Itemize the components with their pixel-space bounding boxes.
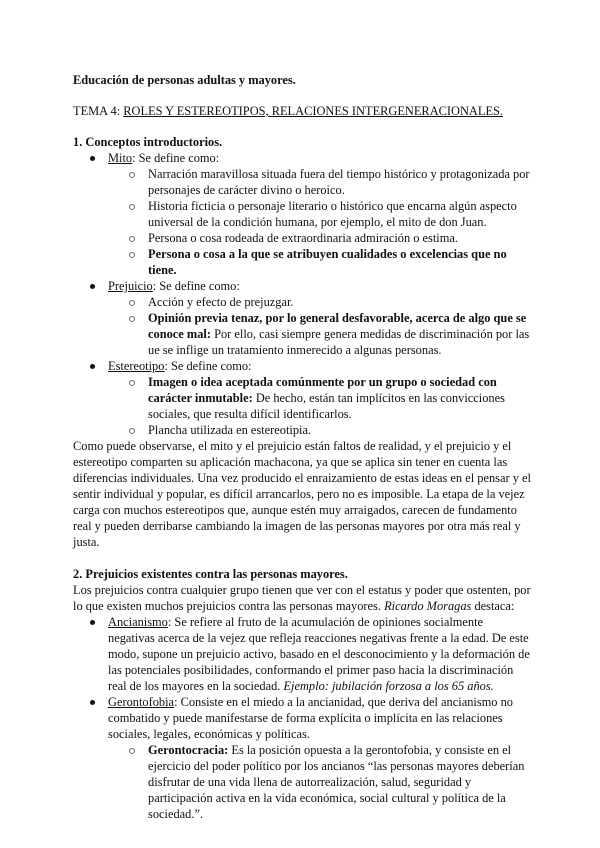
list-item: Plancha utilizada en estereotipia. — [148, 422, 531, 438]
term-intro: : Se define como: — [152, 279, 240, 293]
list-item-gerontofobia — [73, 694, 531, 822]
item-text: Por ello, casi siempre genera medidas de discriminación por las ue se inflige un tratamiento inmerecido a algunas personas. — [148, 327, 530, 357]
list-item-mito — [73, 150, 531, 278]
section-2-heading: 2. Prejuicios existentes contra las personas mayores. — [73, 567, 348, 581]
mito-definitions — [148, 166, 531, 278]
term-intro: : Se define como: — [164, 359, 252, 373]
document-title: Educación de personas adultas y mayores. — [73, 73, 296, 87]
list-item-prejuicio — [73, 278, 531, 358]
list-item-ancianismo — [73, 614, 531, 694]
list-item: Historia ficticia o personaje literario o histórico que encarna algún aspecto universal de la condición humana, por ejemplo, el mito de don Juan. — [148, 198, 531, 230]
list-item — [148, 374, 531, 422]
prejuicio-definitions — [148, 294, 531, 358]
topic-heading — [73, 103, 531, 119]
section-1-paragraph: Como puede observarse, el mito y el prejuicio están faltos de realidad, y el prejuicio y el estereotipo comparten su aplicación machacona, ya que se aplica sin tener en cuenta las diferencias individuales. Una vez producido el enraizamiento de estas ideas en el pensar y el sentir individual y popular, es difícil arrancarlos, pero no es imposible. La etapa de la vejez carga con muchos estereotipos que, aunque estén muy arraigados, carecen de fundamento real y pueden derribarse cambiando la imagen de las personas mayores por otra más real y justa. — [73, 439, 531, 549]
item-text: De hecho, están tan implícitos en las convicciones sociales, que resulta difícil identificarlos. — [148, 391, 505, 421]
term-ancianismo: Ancianismo — [108, 615, 168, 629]
bold-text: Imagen o idea aceptada comúnmente por un grupo o sociedad con carácter inmutable: — [148, 375, 497, 405]
bold-text: Persona o cosa a la que se atribuyen cualidades o excelencias que no tiene. — [148, 247, 507, 277]
section-1-heading: 1. Conceptos introductorios. — [73, 135, 223, 149]
concepts-list — [73, 150, 531, 438]
list-item — [148, 310, 531, 358]
document-page — [73, 72, 531, 822]
list-item-estereotipo — [73, 358, 531, 438]
term-mito: Mito — [108, 151, 133, 165]
intro-text: Los prejuicios contra cualquier grupo tienen que ver con el estatus y poder que ostenten, por lo que existen muchos prejuicios contra las personas mayores. — [73, 583, 531, 613]
list-item — [148, 742, 531, 822]
topic-prefix: TEMA 4: — [73, 104, 124, 118]
gerontofobia-subitems — [148, 742, 531, 822]
list-item: Acción y efecto de prejuzgar. — [148, 294, 531, 310]
section-2-intro — [73, 582, 531, 614]
item-text: Es la posición opuesta a la gerontofobia, y consiste en el ejercicio del poder político por los ancianos “las personas mayores deberían disfrutar de una vida llena de autorrealización, salud, seguridad y participación activa en la vida económica, social cultural y política de la sociedad.”. — [148, 743, 525, 821]
item-text: : Se refiere al fruto de la acumulación de opiniones socialmente negativas acerca de la vejez que refleja reacciones negativas frente a la edad. De este modo, supone un prejuicio activo, basado en el desconocimiento y la deformación de las potenciales posibilidades, conformando el primer paso hacia la discriminación real de los mayores en la sociedad. — [108, 615, 530, 693]
item-text: : Consiste en el miedo a la ancianidad, que deriva del ancianismo no combatido y puede manifestarse de forma explícita o implícita en las relaciones sociales, legales, económicas y políticas. — [108, 695, 513, 741]
list-item — [148, 246, 531, 278]
example-text: Ejemplo: jubilación forzosa a los 65 años. — [283, 679, 494, 693]
term-prejuicio: Prejuicio — [108, 279, 153, 293]
term-gerontofobia: Gerontofobia — [108, 695, 175, 709]
bold-text: Gerontocracia: — [148, 743, 229, 757]
estereotipo-definitions — [148, 374, 531, 438]
list-item: Narración maravillosa situada fuera del tiempo histórico y protagonizada por personajes de carácter divino o heroico. — [148, 167, 530, 197]
term-intro: : Se define como: — [132, 151, 220, 165]
term-estereotipo: Estereotipo — [108, 359, 165, 373]
prejudices-list — [73, 614, 531, 822]
bold-text: Opinión previa tenaz, por lo general desfavorable, acerca de algo que se conoce mal: — [148, 311, 527, 341]
intro-end: destaca: — [471, 599, 515, 613]
list-item: Persona o cosa rodeada de extraordinaria admiración o estima. — [148, 230, 531, 246]
topic-name: ROLES Y ESTEREOTIPOS, RELACIONES INTERGENERACIONALES. — [123, 104, 504, 118]
author-name: Ricardo Moragas — [384, 599, 472, 613]
